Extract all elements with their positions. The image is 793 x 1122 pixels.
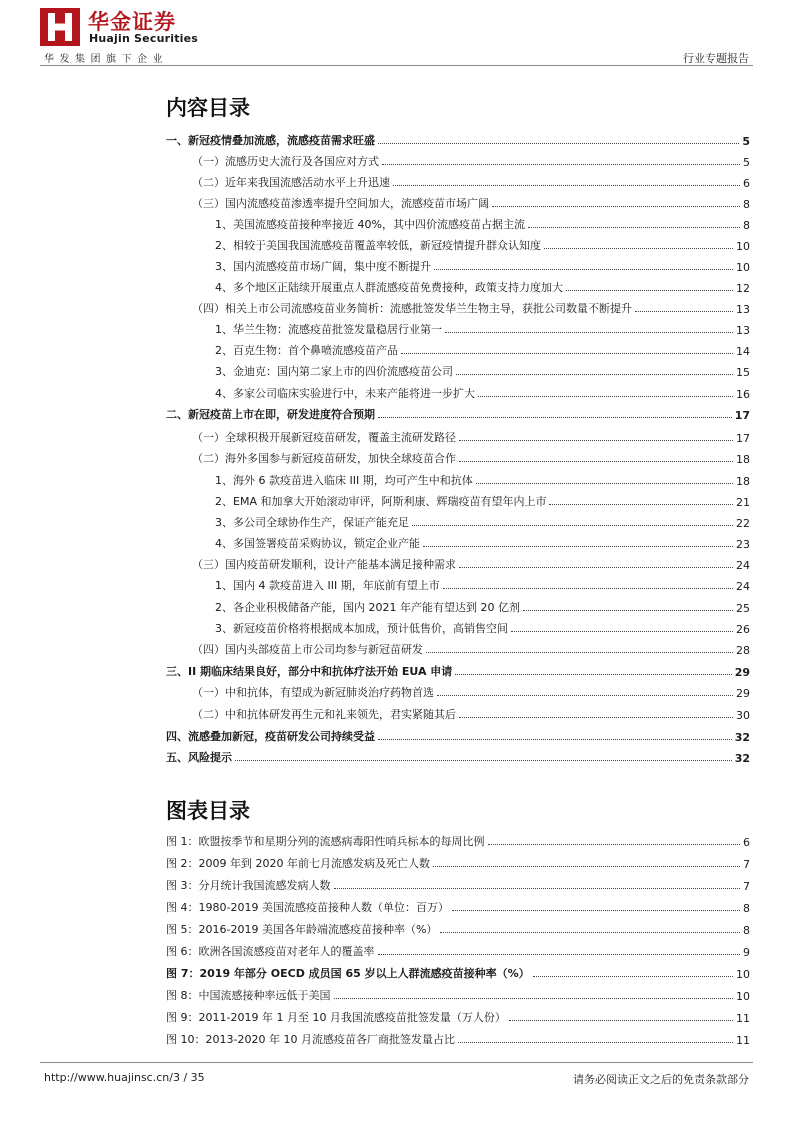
toc-entry-label: 2、各企业积极储备产能，国内 2021 年产能有望达到 20 亿剂 <box>215 601 520 614</box>
toc-entry[interactable] <box>166 254 750 274</box>
toc-entry-label: 3、多公司全球协作生产，保证产能充足 <box>215 516 409 529</box>
dot-leader <box>492 206 740 207</box>
figure-entry[interactable] <box>166 1027 750 1047</box>
toc-entry[interactable] <box>166 595 750 615</box>
dot-leader <box>452 910 740 911</box>
toc-entry[interactable] <box>166 233 750 253</box>
toc-entry-page: 32 <box>734 752 750 765</box>
toc-entry[interactable] <box>166 489 750 509</box>
figure-entry[interactable] <box>166 961 750 981</box>
figure-number: 图 7： <box>166 967 200 980</box>
company-tagline: 华发集团旗下企业 <box>44 54 168 65</box>
figure-entry-page: 7 <box>743 880 750 893</box>
toc-entry[interactable] <box>166 296 750 316</box>
dot-leader <box>445 332 733 333</box>
toc-entry[interactable] <box>166 659 750 679</box>
toc-title: 内容目录 <box>166 96 250 120</box>
toc-entry-page: 16 <box>736 388 750 401</box>
figure-entry-page: 9 <box>743 946 750 959</box>
dot-leader <box>478 396 733 397</box>
toc-entry-label: 3、国内流感疫苗市场广阔，集中度不断提升 <box>215 260 431 273</box>
figure-entry[interactable] <box>166 939 750 959</box>
dot-leader <box>533 976 733 977</box>
toc-entry-label: （二）中和抗体研发再生元和礼来领先，君实紧随其后 <box>192 708 456 721</box>
figure-number: 图 10： <box>166 1033 206 1046</box>
toc-entry[interactable] <box>166 702 750 722</box>
toc-entry[interactable] <box>166 425 750 445</box>
toc-entry[interactable] <box>166 745 750 765</box>
toc-entry-label: 3、金迪克：国内第二家上市的四价流感疫苗公司 <box>215 365 453 378</box>
toc-entry-label: 三、II 期临床结果良好，部分中和抗体疗法开始 EUA 申请 <box>166 665 453 678</box>
dot-leader <box>393 185 740 186</box>
figure-entry-page: 8 <box>743 924 750 937</box>
figure-entry[interactable] <box>166 895 750 915</box>
dot-leader <box>509 1020 733 1021</box>
toc-entry[interactable] <box>166 468 750 488</box>
brand-name-en: Huajin Securities <box>89 32 199 45</box>
dot-leader <box>476 483 733 484</box>
toc-entry-label: 1、国内 4 款疫苗进入 III 期，年底前有望上市 <box>215 579 440 592</box>
toc-entry-page: 17 <box>734 409 750 422</box>
page-separator: / <box>179 1071 191 1084</box>
toc-entry-page: 8 <box>743 198 750 211</box>
toc-entry[interactable] <box>166 637 750 657</box>
dot-leader <box>334 998 734 999</box>
figure-number: 图 4： <box>166 901 199 914</box>
toc-entry-page: 10 <box>736 261 750 274</box>
dot-leader <box>488 844 741 845</box>
toc-entry-page: 29 <box>734 666 750 679</box>
dot-leader <box>434 269 733 270</box>
figures-title: 图表目录 <box>166 799 250 823</box>
figure-entry[interactable] <box>166 917 750 937</box>
toc-entry-page: 6 <box>743 177 750 190</box>
toc-entry-page: 29 <box>736 687 750 700</box>
figure-entry-label <box>166 899 449 915</box>
figure-entry-page: 10 <box>736 990 750 1003</box>
toc-entry[interactable] <box>166 552 750 572</box>
figure-entry[interactable] <box>166 829 750 849</box>
toc-entry[interactable] <box>166 724 750 744</box>
dot-leader <box>440 932 740 933</box>
toc-entry-page: 18 <box>736 475 750 488</box>
dot-leader <box>544 248 733 249</box>
report-type: 行业专题报告 <box>683 52 749 65</box>
figure-caption: 2011-2019 年 1 月至 10 月我国流感疫苗批签发量（万人份） <box>198 1011 506 1024</box>
dot-leader <box>378 417 732 418</box>
figure-caption: 中国流感接种率远低于美国 <box>198 989 331 1002</box>
figure-entry-label <box>166 921 437 937</box>
dot-leader <box>458 1042 733 1043</box>
toc-entry-label: 4、多国签署疫苗采购协议，锁定企业产能 <box>215 537 420 550</box>
dot-leader <box>433 866 740 867</box>
toc-entry-page: 23 <box>736 538 750 551</box>
toc-entry-page: 24 <box>736 559 750 572</box>
toc-entry-label: （一）中和抗体，有望成为新冠肺炎治疗药物首选 <box>192 686 434 699</box>
figure-number: 图 8： <box>166 989 199 1002</box>
figure-number: 图 9： <box>166 1011 199 1024</box>
toc-entry-page: 5 <box>742 135 750 148</box>
dot-leader <box>412 525 733 526</box>
toc-entry-page: 24 <box>736 580 750 593</box>
figure-entry-page: 8 <box>743 902 750 915</box>
footer-disclaimer: 请务必阅读正文之后的免责条款部分 <box>573 1073 749 1086</box>
dot-leader <box>378 954 741 955</box>
toc-entry-page: 22 <box>736 517 750 530</box>
toc-entry[interactable] <box>166 128 750 148</box>
figure-entry[interactable] <box>166 1005 750 1025</box>
footer-url[interactable] <box>44 1071 205 1084</box>
header-divider <box>40 65 753 66</box>
toc-entry-label: 五、风险提示 <box>166 751 232 764</box>
toc-entry-label: 2、百克生物：首个鼻喷流感疫苗产品 <box>215 344 398 357</box>
figure-number: 图 1： <box>166 835 199 848</box>
figure-entry-label <box>166 855 430 871</box>
dot-leader <box>382 164 740 165</box>
toc-entry-label: （三）国内疫苗研发顺利，设计产能基本满足接种需求 <box>192 558 456 571</box>
figure-entry[interactable] <box>166 983 750 1003</box>
dot-leader <box>635 311 733 312</box>
toc-entry-page: 14 <box>736 345 750 358</box>
figure-caption: 2016-2019 美国各年龄端流感疫苗接种率（%） <box>198 923 438 936</box>
figure-entry-page: 10 <box>736 968 750 981</box>
toc-entry-page: 5 <box>743 156 750 169</box>
figure-entry-page: 6 <box>743 836 750 849</box>
toc-entry[interactable] <box>166 338 750 358</box>
toc-entry[interactable] <box>166 317 750 337</box>
toc-entry-page: 30 <box>736 709 750 722</box>
toc-entry-label: （一）全球积极开展新冠疫苗研发，覆盖主流研发路径 <box>192 431 456 444</box>
dot-leader <box>378 143 739 144</box>
figure-entry-label <box>166 877 331 893</box>
figure-number: 图 5： <box>166 923 199 936</box>
toc-entry-page: 21 <box>736 496 750 509</box>
dot-leader <box>459 567 733 568</box>
toc-entry[interactable] <box>166 402 750 422</box>
dot-leader <box>523 610 733 611</box>
figure-entry[interactable] <box>166 851 750 871</box>
toc-entry-label: （二）近年来我国流感活动水平上升迅速 <box>192 176 390 189</box>
toc-entry-page: 15 <box>736 366 750 379</box>
figure-entry-label <box>166 1009 506 1025</box>
dot-leader <box>528 227 740 228</box>
dot-leader <box>378 739 732 740</box>
figure-entry[interactable] <box>166 873 750 893</box>
figure-entry-label <box>166 833 485 849</box>
toc-entry-label: 1、美国流感疫苗接种率接近 40%，其中四价流感疫苗占据主流 <box>215 218 525 231</box>
toc-entry-label: 四、流感叠加新冠，疫苗研发公司持续受益 <box>166 730 375 743</box>
toc-entry[interactable] <box>166 680 750 700</box>
toc-entry[interactable] <box>166 381 750 401</box>
toc-entry-label: 2、EMA 和加拿大开始滚动审评，阿斯利康、辉瑞疫苗有望年内上市 <box>215 495 547 508</box>
footer-divider <box>40 1062 753 1063</box>
toc-entry-page: 25 <box>736 602 750 615</box>
figure-entry-label <box>166 943 375 959</box>
toc-entry[interactable] <box>166 531 750 551</box>
toc-entry-page: 18 <box>736 453 750 466</box>
dot-leader <box>511 631 733 632</box>
dot-leader <box>426 652 733 653</box>
toc-entry-page: 28 <box>736 644 750 657</box>
dot-leader <box>566 290 733 291</box>
toc-entry-label: 二、新冠疫苗上市在即，研发进度符合预期 <box>166 408 375 421</box>
page-header <box>0 0 793 64</box>
toc-entry[interactable] <box>166 359 750 379</box>
toc-entry-label: （二）海外多国参与新冠疫苗研发，加快全球疫苗合作 <box>192 452 456 465</box>
toc-entry-label: 4、多家公司临床实验进行中，未来产能将进一步扩大 <box>215 387 475 400</box>
toc-entry-page: 8 <box>743 219 750 232</box>
figure-entry-page: 11 <box>736 1034 750 1047</box>
brand-name-cn: 华金证券 <box>88 10 176 34</box>
dot-leader <box>549 504 733 505</box>
toc-entry-label: 4、多个地区正陆续开展重点人群流感疫苗免费接种，政策支持力度加大 <box>215 281 563 294</box>
figure-caption: 2019 年部分 OECD 成员国 65 岁以上人群流感疫苗接种率（%） <box>199 967 530 980</box>
figure-number: 图 6： <box>166 945 199 958</box>
website-link[interactable]: http://www.huajinsc.cn/ <box>44 1071 173 1084</box>
dot-leader <box>443 588 733 589</box>
figure-caption: 欧洲各国流感疫苗对老年人的覆盖率 <box>198 945 375 958</box>
toc-entry[interactable] <box>166 212 750 232</box>
toc-entry-page: 17 <box>736 432 750 445</box>
toc-entry-page: 13 <box>736 324 750 337</box>
toc-entry-label: （三）国内流感疫苗渗透率提升空间加大，流感疫苗市场广阔 <box>192 197 489 210</box>
toc-entry-page: 10 <box>736 240 750 253</box>
dot-leader <box>459 461 733 462</box>
figure-entry-label <box>166 965 530 981</box>
toc-entry-label: 2、相较于美国我国流感疫苗覆盖率较低，新冠疫情提升群众认知度 <box>215 239 541 252</box>
toc-entry-page: 32 <box>734 731 750 744</box>
toc-entry-page: 13 <box>736 303 750 316</box>
dot-leader <box>235 760 732 761</box>
toc-entry[interactable] <box>166 191 750 211</box>
figure-caption: 1980-2019 美国流感疫苗接种人数（单位：百万） <box>198 901 449 914</box>
toc-entry[interactable] <box>166 510 750 530</box>
figure-caption: 欧盟按季节和星期分列的流感病毒阳性哨兵标本的每周比例 <box>198 835 485 848</box>
huajin-logo-icon <box>40 8 80 46</box>
figure-number: 图 2： <box>166 857 199 870</box>
dot-leader <box>459 440 733 441</box>
dot-leader <box>459 717 733 718</box>
toc-entry-label: 1、华兰生物：流感疫苗批签发量稳居行业第一 <box>215 323 442 336</box>
dot-leader <box>437 695 733 696</box>
page-number: 3 <box>172 1071 180 1084</box>
figure-entry-label <box>166 987 331 1003</box>
toc-entry[interactable] <box>166 275 750 295</box>
toc-entry-label: （一）流感历史大流行及各国应对方式 <box>192 155 379 168</box>
toc-entry-label: （四）相关上市公司流感疫苗业务简析：流感批签发华兰生物主导，获批公司数量不断提升 <box>192 302 632 315</box>
toc-entry-page: 26 <box>736 623 750 636</box>
figure-number: 图 3： <box>166 879 199 892</box>
toc-entry[interactable] <box>166 446 750 466</box>
toc-entry[interactable] <box>166 149 750 169</box>
toc-entry-label: 3、新冠疫苗价格将根据成本加成，预计低售价，高销售空间 <box>215 622 508 635</box>
dot-leader <box>401 353 733 354</box>
toc-entry-label: 1、海外 6 款疫苗进入临床 III 期，均可产生中和抗体 <box>215 474 473 487</box>
toc-entry-label: 一、新冠疫情叠加流感，流感疫苗需求旺盛 <box>166 134 375 147</box>
figure-entry-label <box>166 1031 455 1047</box>
dot-leader <box>423 546 733 547</box>
page-total: 35 <box>190 1071 205 1084</box>
toc-entry-label: （四）国内头部疫苗上市公司均参与新冠苗研发 <box>192 643 423 656</box>
dot-leader <box>334 888 741 889</box>
dot-leader <box>456 374 733 375</box>
toc-entry-page: 12 <box>736 282 750 295</box>
figure-caption: 2013-2020 年 10 月流感疫苗各厂商批签发量占比 <box>205 1033 455 1046</box>
figure-caption: 2009 年到 2020 年前七月流感发病及死亡人数 <box>198 857 430 870</box>
toc-entry[interactable] <box>166 616 750 636</box>
figure-caption: 分月统计我国流感发病人数 <box>198 879 331 892</box>
dot-leader <box>455 674 731 675</box>
figure-entry-page: 11 <box>736 1012 750 1025</box>
toc-entry[interactable] <box>166 573 750 593</box>
figure-entry-page: 7 <box>743 858 750 871</box>
toc-entry[interactable] <box>166 170 750 190</box>
